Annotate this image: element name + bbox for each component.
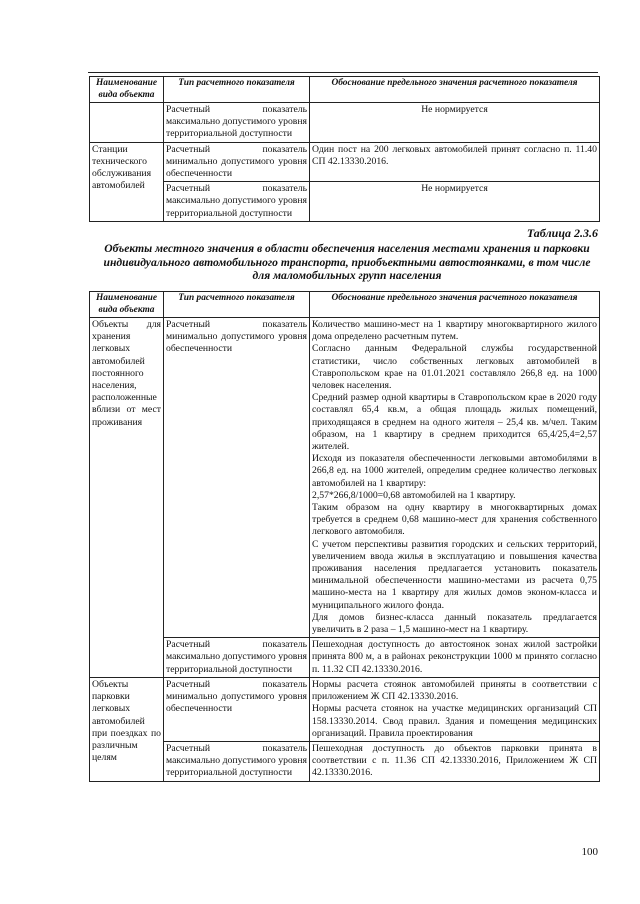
cell-type: Расчетный показатель максимально допустимого уровня территориальной доступности: [164, 103, 310, 143]
cell-basis: Один пост на 200 легковых автомобилей принят согласно п. 11.40 СП 42.13330.2016.: [310, 142, 600, 182]
cell-name: Объекты для хранения легковых автомобилей постоянного населения, расположенные вблизи от мест проживания: [90, 318, 164, 678]
cell-type: Расчетный показатель минимально допустимого уровня обеспеченности: [164, 677, 310, 741]
table-header-row: [90, 292, 600, 318]
header-name: Наименование вида объекта: [90, 77, 164, 103]
cell-name: [90, 103, 164, 143]
basis-paragraph: Для домов бизнес-класса данный показатель предлагается увеличить в 2 раза – 1,5 машино-мест на 1 квартиру.: [312, 611, 597, 636]
table-row: [90, 638, 600, 678]
cell-basis: Не нормируется: [310, 182, 600, 222]
header-basis: Обоснование предельного значения расчетного показателя: [310, 292, 600, 318]
table-header-row: [90, 77, 600, 103]
table-row: [90, 318, 600, 638]
cell-type: Расчетный показатель максимально допустимого уровня территориальной доступности: [164, 638, 310, 678]
basis-paragraph: Согласно данным Федеральной службы государственной статистики, число собственных легковых автомобилей в Ставропольском крае на 01.01.2021 составляло 266,8 ед. на 1000 человек населения.: [312, 343, 597, 392]
table-row: [90, 677, 600, 741]
cell-basis: [310, 318, 600, 638]
cell-type: Расчетный показатель максимально допустимого уровня территориальной доступности: [164, 182, 310, 222]
basis-paragraph: Средний размер одной квартиры в Ставропольском крае в 2020 году составлял 65,4 кв.м, а общая площадь жилых помещений, приходящаяся в среднем на одного жителя – 25,4 кв. м/чел. Таким образом, на 1 квартиру в среднем приходится 65,4/25,4=2,57 жителей.: [312, 392, 597, 453]
table-row: [90, 182, 600, 222]
basis-paragraph: Таким образом на одну квартиру в многоквартирных домах требуется в среднем 0,68 машино-мест для хранения собственного легкового автомобиля.: [312, 502, 597, 538]
cell-type: Расчетный показатель минимально допустимого уровня обеспеченности: [164, 142, 310, 182]
basis-paragraph: Нормы расчета стоянок автомобилей приняты в соответствии с приложением Ж СП 42.13330.2016.: [312, 678, 597, 703]
basis-paragraph: Нормы расчета стоянок на участке медицинских организаций СП 158.13330.2014. Свод правил. Здания и помещения медицинских организаций. Правила проектирования: [312, 703, 597, 739]
header-rule: [88, 72, 598, 73]
basis-paragraph: С учетом перспективы развития городских и сельских территорий, увеличением ввода жилья в эксплуатацию и повышения качества проживания населения предлагается установить показатель минимальной обеспеченности машино-местами из расчета 0,75 машино-места на 1 квартиру для жилых домов эконом-класса и муниципального жилого фонда.: [312, 538, 597, 611]
basis-paragraph: Исходя из показателя обеспеченности легковыми автомобилями в 266,8 ед. на 1000 жителей, определим среднее количество легковых автомобилей на 1 квартиру:: [312, 453, 597, 489]
cell-type: Расчетный показатель максимально допустимого уровня территориальной доступности: [164, 741, 310, 781]
cell-basis: [310, 677, 600, 741]
table-parking: [89, 291, 600, 782]
header-name: Наименование вида объекта: [90, 292, 164, 318]
cell-type: Расчетный показатель минимально допустимого уровня обеспеченности: [164, 318, 310, 638]
header-type: Тип расчетного показателя: [164, 77, 310, 103]
cell-basis: Пешеходная доступность до объектов парковки принята в соответствии с п. 11.36 СП 42.13330.2016, Приложением Ж СП 42.13330.2016.: [310, 741, 600, 781]
table-row: [90, 142, 600, 182]
cell-basis: Не нормируется: [310, 103, 600, 143]
basis-paragraph: 2,57*266,8/1000=0,68 автомобилей на 1 квартиру.: [312, 489, 516, 501]
page-number: 100: [581, 846, 598, 858]
table-title: Объекты местного значения в области обеспечения населения местами хранения и парковки индивидуального автомобильного транспорта, приобъектными автостоянками, в том числе для маломобильных групп населения: [103, 242, 591, 283]
table-number: Таблица 2.3.6: [526, 226, 598, 240]
cell-name: Станции технического обслуживания автомобилей: [90, 142, 164, 221]
table-row: [90, 103, 600, 143]
table-row: [90, 741, 600, 781]
table-station-service: [89, 76, 600, 222]
cell-name: Объекты парковки легковых автомобилей при поездках по различным целям: [90, 677, 164, 781]
cell-basis: Пешеходная доступность до автостоянок зонах жилой застройки принята 800 м, а в районах реконструкции 1000 м принято согласно п. 11.32 СП 42.13330.2016.: [310, 638, 600, 678]
header-type: Тип расчетного показателя: [164, 292, 310, 318]
header-basis: Обоснование предельного значения расчетного показателя: [310, 77, 600, 103]
basis-paragraph: Количество машино-мест на 1 квартиру многоквартирного жилого дома определено расчетным путем.: [312, 319, 597, 343]
